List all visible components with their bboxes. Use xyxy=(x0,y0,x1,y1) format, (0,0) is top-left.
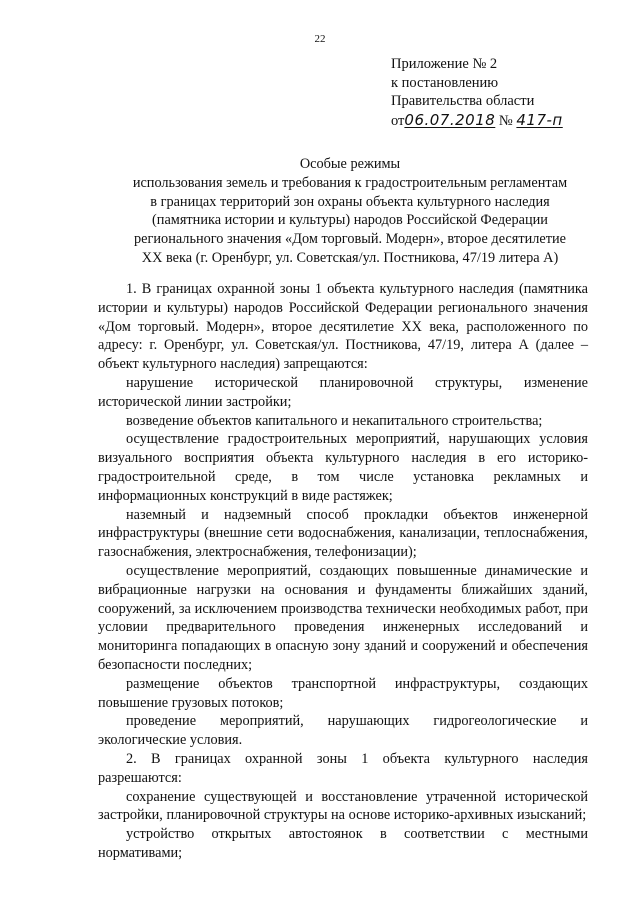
paragraph: наземный и надземный способ прокладки объектов инженерной инфраструктуры (внешние сети водоснабжения, канализации, теплоснабжения, газоснабжения, электроснабжения, телефонизации); xyxy=(98,506,588,561)
paragraph: размещение объектов транспортной инфраструктуры, создающих повышение грузовых потоков; xyxy=(98,675,588,711)
paragraph: осуществление мероприятий, создающих повышенные динамические и вибрационные нагрузки на основания и фундаменты ближайших зданий, сооружений, за исключением производства технически необходимых работ, при условии предварительного проведения инженерных исследований и мониторинга попадающих в опасную зону зданий и сооружений и обеспечения безопасности последних; xyxy=(98,562,588,673)
paragraph: устройство открытых автостоянок в соответствии с местными нормативами; xyxy=(98,826,588,861)
paragraph: осуществление градостроительных мероприятий, нарушающих условия визуального восприятия объекта культурного наследия в его историко-градостроительной среде, в том числе установка рекламных и информационных конструкций в виде растяжек; xyxy=(98,431,588,504)
annex-line-2: к постановлению xyxy=(391,74,499,91)
annex-number-label: № xyxy=(498,112,513,129)
annex-number-handwritten: 417-п xyxy=(516,110,563,129)
annex-date-handwritten: 06.07.2018 xyxy=(404,110,496,129)
title-line: Особые режимы xyxy=(299,156,401,172)
annex-line-3: Правительства области xyxy=(391,93,535,109)
paragraph: 2. В границах охранной зоны 1 объекта культурного наследия разрешаются: xyxy=(98,750,588,786)
paragraph: сохранение существующей и восстановление утраченной исторической застройки, планировочной структуры на основе историко-архивных изысканий; xyxy=(98,788,588,824)
annex-line-1: Приложение № 2 xyxy=(391,56,498,72)
page-number: 22 xyxy=(314,33,326,45)
paragraph: возведение объектов капитального и некапитального строительства; xyxy=(126,412,543,429)
paragraph: нарушение исторической планировочной структуры, изменение исторической линии застройки; xyxy=(98,374,588,410)
title-line: в границах территорий зон охраны объекта культурного наследия xyxy=(150,193,550,210)
paragraph: 1. В границах охранной зоны 1 объекта культурного наследия (памятника истории и культуры) народов Российской Федерации регионального значения «Дом торговый. Модерн», второе десятилетие XX века, расположенного по адресу: г. Оренбург, ул. Советская/ул. Постникова, 47/19, литера А (далее – объект культурного наследия) запрещаются: xyxy=(98,281,588,373)
title-line: XX века (г. Оренбург, ул. Советская/ул. Постникова, 47/19 литера А) xyxy=(141,249,559,266)
title-line: (памятника истории и культуры) народов Российской Федерации xyxy=(152,212,548,229)
annex-date-line xyxy=(391,111,631,131)
title-line: регионального значения «Дом торговый. Модерн», второе десятилетие xyxy=(134,231,566,248)
document-body xyxy=(98,280,588,863)
document-title xyxy=(70,155,630,268)
title-line: использования земель и требования к градостроительным регламентам xyxy=(132,174,568,191)
annex-header xyxy=(391,55,631,130)
paragraph: проведение мероприятий, нарушающих гидрогеологические и экологические условия. xyxy=(98,713,588,749)
annex-from-label: от xyxy=(391,112,405,129)
